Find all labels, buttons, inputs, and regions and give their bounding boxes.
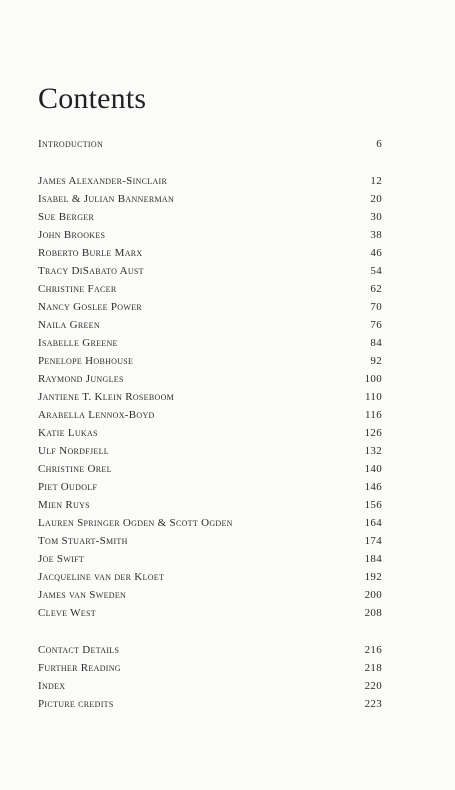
toc-entry <box>38 442 382 460</box>
toc-entry-title: John Brookes <box>38 229 106 241</box>
toc-entry-title: Naila Green <box>38 319 100 331</box>
toc-back-matter-section <box>38 641 382 713</box>
toc-entry <box>38 641 382 659</box>
toc-entry-title: Joe Swift <box>38 553 85 565</box>
toc-entry <box>38 550 382 568</box>
page-title: Contents <box>38 82 147 115</box>
toc-entry <box>38 262 382 280</box>
toc-entry <box>38 226 382 244</box>
toc-entry <box>38 568 382 586</box>
toc-entry-title: Ulf Nordfjell <box>38 445 109 457</box>
toc-entry-page-number: 218 <box>364 662 382 674</box>
toc-entry-page-number: 156 <box>364 499 382 511</box>
toc-entry <box>38 586 382 604</box>
toc-entry-page-number: 223 <box>364 698 382 710</box>
toc-entry-title: Christine Facer <box>38 283 117 295</box>
toc-entry <box>38 532 382 550</box>
toc-entry-title: Jantiene T. Klein Roseboom <box>38 391 175 403</box>
toc-entry-title: Introduction <box>38 138 104 150</box>
toc-entry-title: Roberto Burle Marx <box>38 247 143 259</box>
toc-entry-page-number: 30 <box>370 211 382 223</box>
toc-entry-title: Lauren Springer Ogden & Scott Ogden <box>38 517 233 529</box>
toc-intro-section <box>38 135 382 153</box>
toc-entry-page-number: 174 <box>364 535 382 547</box>
toc-entry <box>38 478 382 496</box>
toc-entry-title: Cleve West <box>38 607 96 619</box>
toc-entry <box>38 135 382 153</box>
toc-entry-page-number: 12 <box>370 175 382 187</box>
toc-entry-page-number: 6 <box>376 138 382 150</box>
toc-entry <box>38 316 382 334</box>
toc-entry <box>38 460 382 478</box>
toc-entry <box>38 514 382 532</box>
toc-entry-title: Nancy Goslee Power <box>38 301 143 313</box>
toc-entry <box>38 677 382 695</box>
toc-entry-page-number: 20 <box>370 193 382 205</box>
toc-entry-title: Penelope Hobhouse <box>38 355 134 367</box>
toc-entry-title: Christine Orel <box>38 463 112 475</box>
toc-entry-page-number: 192 <box>364 571 382 583</box>
toc-entry-page-number: 84 <box>370 337 382 349</box>
toc-entry <box>38 280 382 298</box>
toc-entry-title: Isabelle Greene <box>38 337 118 349</box>
toc-entry-title: Katie Lukas <box>38 427 98 439</box>
toc-entry-page-number: 70 <box>370 301 382 313</box>
toc-entry-title: Further Reading <box>38 662 121 674</box>
toc-entry-page-number: 62 <box>370 283 382 295</box>
toc-entry-page-number: 110 <box>365 391 382 403</box>
toc-entry-title: Piet Oudolf <box>38 481 98 493</box>
toc-entry-page-number: 76 <box>370 319 382 331</box>
toc-entry-page-number: 126 <box>364 427 382 439</box>
toc-entry-title: Index <box>38 680 66 692</box>
toc-entry <box>38 406 382 424</box>
toc-entry <box>38 424 382 442</box>
toc-entry-page-number: 200 <box>364 589 382 601</box>
toc-entry-page-number: 46 <box>370 247 382 259</box>
toc-entry-title: James Alexander-Sinclair <box>38 175 168 187</box>
toc-entry-title: Sue Berger <box>38 211 95 223</box>
toc-entries-section <box>38 172 382 622</box>
toc-entry-page-number: 146 <box>364 481 382 493</box>
toc-entry <box>38 370 382 388</box>
toc-entry <box>38 604 382 622</box>
toc-entry-page-number: 132 <box>364 445 382 457</box>
toc-entry-title: Contact Details <box>38 644 120 656</box>
toc-entry-title: Tracy DiSabato Aust <box>38 265 144 277</box>
toc-entry <box>38 298 382 316</box>
toc-entry-page-number: 116 <box>365 409 382 421</box>
toc-entry-page-number: 184 <box>364 553 382 565</box>
toc-entry <box>38 190 382 208</box>
toc-entry-page-number: 92 <box>370 355 382 367</box>
toc-entry-page-number: 216 <box>364 644 382 656</box>
toc-entry-title: James van Sweden <box>38 589 127 601</box>
toc-entry <box>38 388 382 406</box>
toc-entry-title: Jacqueline van der Kloet <box>38 571 165 583</box>
toc-entry-title: Arabella Lennox-Boyd <box>38 409 155 421</box>
toc-entry-title: Tom Stuart-Smith <box>38 535 128 547</box>
toc-entry-page-number: 54 <box>370 265 382 277</box>
toc-entry-title: Raymond Jungles <box>38 373 124 385</box>
toc-entry-title: Picture credits <box>38 698 114 710</box>
toc-entry-page-number: 100 <box>364 373 382 385</box>
toc-entry-page-number: 38 <box>370 229 382 241</box>
toc-entry <box>38 352 382 370</box>
toc-entry-title: Mien Ruys <box>38 499 90 511</box>
toc-entry <box>38 244 382 262</box>
toc-entry-page-number: 208 <box>364 607 382 619</box>
toc-entry <box>38 208 382 226</box>
toc-entry <box>38 659 382 677</box>
toc-entry <box>38 334 382 352</box>
toc-entry <box>38 172 382 190</box>
toc-entry-page-number: 140 <box>364 463 382 475</box>
toc-entry <box>38 496 382 514</box>
toc-entry-title: Isabel & Julian Bannerman <box>38 193 175 205</box>
toc-entry-page-number: 164 <box>364 517 382 529</box>
toc-entry <box>38 695 382 713</box>
toc-entry-page-number: 220 <box>364 680 382 692</box>
